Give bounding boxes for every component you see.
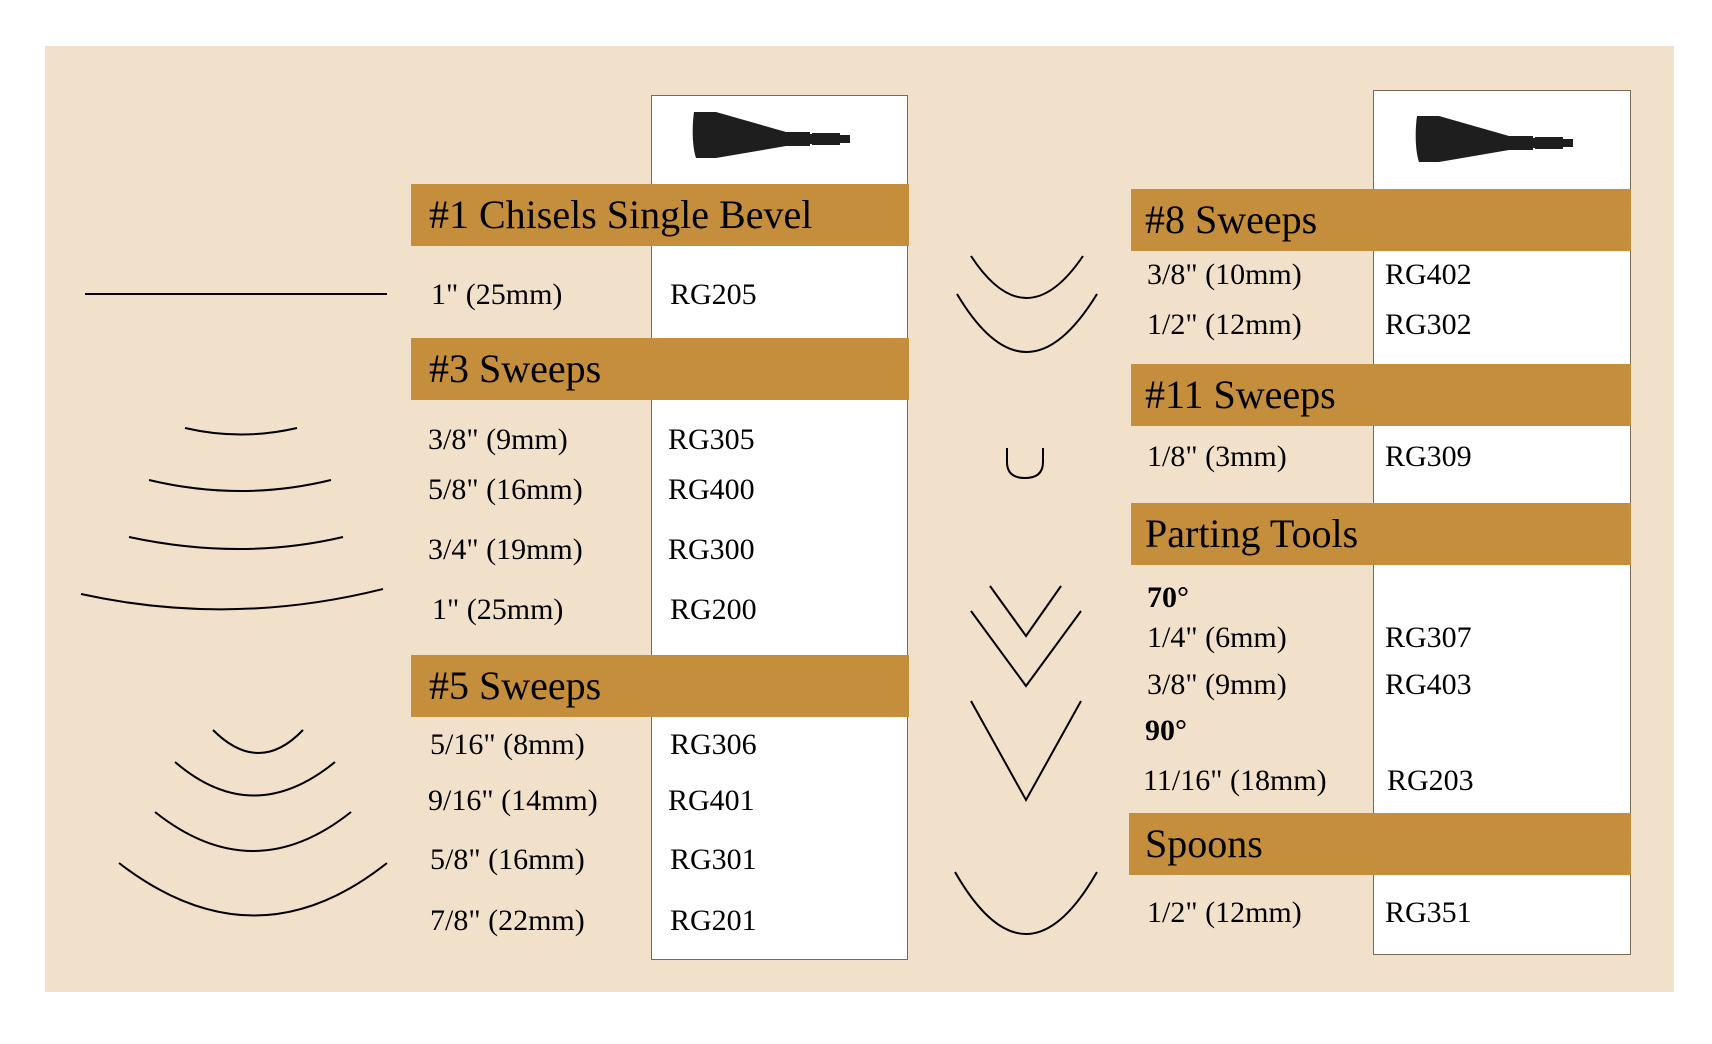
product-code: RG305 [668, 423, 755, 456]
size-label: 9/16" (14mm) [428, 784, 598, 817]
tool-handle-icon [690, 108, 880, 164]
product-code: RG400 [668, 473, 755, 506]
section-title: #1 Chisels Single Bevel [411, 184, 909, 246]
section-title: Spoons [1129, 813, 1631, 875]
size-label: 1" (25mm) [432, 593, 564, 626]
size-label: 1/2" (12mm) [1147, 896, 1302, 929]
section-title: #8 Sweeps [1131, 189, 1631, 251]
product-code: RG300 [668, 533, 755, 566]
product-code: RG302 [1385, 308, 1472, 341]
size-label: 1/4" (6mm) [1147, 621, 1287, 654]
product-code: RG201 [670, 904, 757, 937]
section-title: Parting Tools [1131, 503, 1631, 565]
tool-handle-icon [1413, 112, 1603, 168]
size-label: 3/8" (9mm) [428, 423, 568, 456]
product-code: RG309 [1385, 440, 1472, 473]
size-label: 5/16" (8mm) [430, 728, 585, 761]
size-label: 5/8" (16mm) [428, 473, 583, 506]
section-title: #11 Sweeps [1131, 364, 1631, 426]
size-label: 1/8" (3mm) [1147, 440, 1287, 473]
product-code: RG351 [1385, 896, 1472, 929]
angle-label: 70° [1147, 581, 1189, 614]
angle-label: 90° [1145, 714, 1187, 747]
product-code: RG200 [670, 593, 757, 626]
size-label: 1/2" (12mm) [1147, 308, 1302, 341]
product-code: RG203 [1387, 764, 1474, 797]
product-code: RG403 [1385, 668, 1472, 701]
size-label: 1" (25mm) [431, 278, 563, 311]
product-code: RG401 [668, 784, 755, 817]
section-title: #3 Sweeps [411, 338, 909, 400]
product-code: RG205 [670, 278, 757, 311]
size-label: 5/8" (16mm) [430, 843, 585, 876]
product-code: RG306 [670, 728, 757, 761]
product-code: RG301 [670, 843, 757, 876]
size-label: 11/16" (18mm) [1143, 764, 1327, 797]
size-label: 7/8" (22mm) [430, 904, 585, 937]
section-title: #5 Sweeps [411, 655, 909, 717]
size-label: 3/8" (10mm) [1147, 258, 1302, 291]
size-label: 3/8" (9mm) [1147, 668, 1287, 701]
product-code: RG307 [1385, 621, 1472, 654]
size-label: 3/4" (19mm) [428, 533, 583, 566]
product-code: RG402 [1385, 258, 1472, 291]
